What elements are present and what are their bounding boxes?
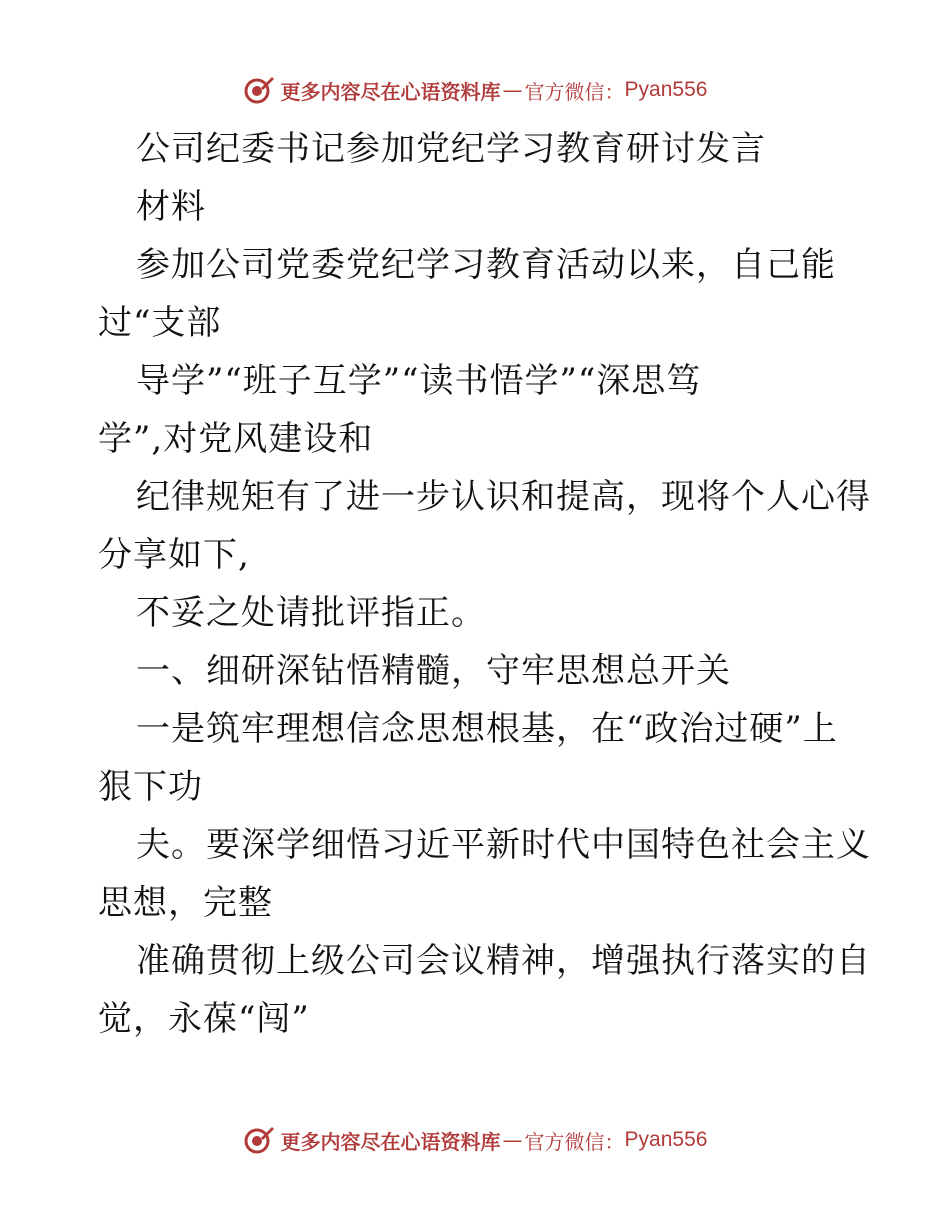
footer-wechat-id: Pyan556 — [624, 1128, 708, 1151]
pen-swirl-logo-icon — [243, 1124, 275, 1156]
paragraph-line: 不妥之处请批评指正。 — [136, 593, 486, 633]
document-body — [98, 120, 871, 1048]
paragraph-line: 纪律规矩有了进一步认识和提高，现将个人心得 — [136, 477, 871, 517]
header-banner — [0, 70, 950, 110]
paragraph-line: 狠下功 — [98, 767, 203, 807]
paragraph-line: 导学”“班子互学”“读书悟学”“深思笃 — [136, 361, 702, 401]
header-official-label: 官方微信： — [524, 79, 625, 104]
paragraph-line: 准确贯彻上级公司会议精神，增强执行落实的自 — [136, 941, 871, 981]
paragraph-line: 一是筑牢理想信念思想根基，在“政治过硬”上 — [136, 709, 838, 749]
paragraph-line: 过“支部 — [98, 303, 222, 343]
footer-dash: — — [502, 1128, 523, 1152]
header-dash: — — [502, 78, 523, 102]
pen-swirl-logo-icon — [243, 74, 275, 106]
footer-banner — [0, 1120, 950, 1160]
paragraph-line: 思想，完整 — [98, 883, 273, 923]
header-wechat-id: Pyan556 — [624, 78, 708, 101]
paragraph-line: 学”,对党风建设和 — [98, 419, 374, 459]
paragraph-line: 觉，永葆“闯” — [98, 999, 310, 1039]
paragraph-line: 夫。要深学细悟习近平新时代中国特色社会主义 — [136, 825, 871, 865]
section-heading: 一、细研深钻悟精髓，守牢思想总开关 — [136, 651, 731, 691]
footer-official-label: 官方微信： — [524, 1129, 625, 1154]
paragraph-line: 参加公司党委党纪学习教育活动以来，自己能 — [136, 245, 836, 285]
header-brand-text: 更多内容尽在心语资料库 — [280, 79, 501, 104]
footer-brand-text: 更多内容尽在心语资料库 — [280, 1129, 501, 1154]
doc-title-line-2: 材料 — [136, 187, 206, 227]
doc-title-line-1: 公司纪委书记参加党纪学习教育研讨发言 — [136, 129, 766, 169]
paragraph-line: 分享如下, — [98, 535, 250, 575]
